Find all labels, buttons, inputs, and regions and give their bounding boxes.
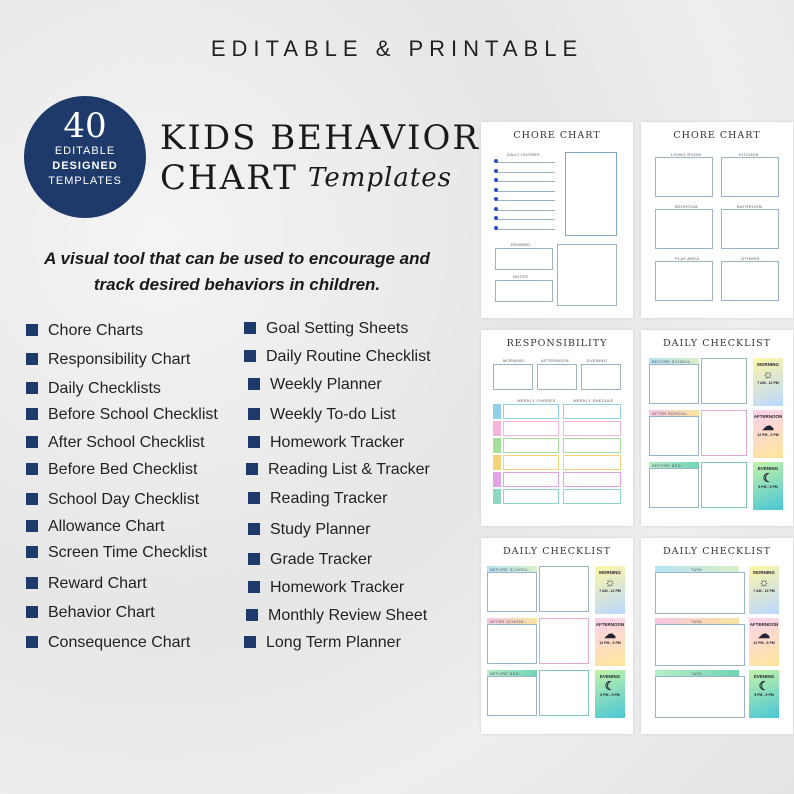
bullet-square-icon [244,322,256,334]
template-list-label: Weekly Planner [270,376,382,393]
card-daily-checklist-2 [481,538,633,734]
evening-box [581,364,621,390]
weekly-chore-row [503,404,559,419]
task-label-1: TASK [691,567,703,572]
evening-label: EVENING [757,466,779,471]
day-tab [493,489,501,504]
others-label: OTHERS [741,256,760,261]
bedroom-box [655,209,713,249]
template-list-item [26,634,190,652]
living-room-label: LIVING ROOM [671,152,701,157]
bullet-square-icon [248,581,260,593]
badge-number: 40 [63,106,107,146]
bullet-square-icon [244,350,256,362]
moon-icon: ☾ [762,471,774,485]
template-list-label: Study Planner [270,521,371,538]
chore-line [495,200,555,201]
template-list-label: Before Bed Checklist [48,461,198,478]
badge-line-2: DESIGNED [52,160,118,172]
weekly-chore-row [503,455,559,470]
template-list-item [26,544,207,562]
badge-line-1: EDITABLE [54,145,116,157]
weekly-chore-row [503,489,559,504]
template-list-item [244,320,408,338]
task-box-2 [655,624,745,666]
bullet-dot-icon [494,159,498,163]
weekly-schedule-row [563,404,621,419]
notes-box [495,280,553,302]
template-list-item [26,434,205,452]
bullet-dot-icon [494,188,498,192]
task-label-3: TASK [691,671,703,676]
template-list-item [248,521,371,539]
weekly-schedule-row [563,472,621,487]
before-school-label: BEFORE SCHOOL: [652,359,692,364]
template-list-item [26,351,190,369]
card-title: RESPONSIBILITY [506,338,608,349]
card-daily-checklist-3 [641,538,793,734]
evening-label: EVENING [599,674,621,679]
living-room-box [655,157,713,197]
bullet-square-icon [248,378,260,390]
afternoon-panel [749,618,779,666]
template-list-item [248,376,382,394]
title-script: Templates [308,163,453,193]
day-tab [493,421,501,436]
template-list-item [26,518,165,536]
page-header: EDITABLE & PRINTABLE [210,36,584,61]
template-list-item [26,380,161,398]
card-responsibility [481,330,633,526]
kitchen-box [721,157,779,197]
morning-label: MORNING [503,358,525,363]
week-grid-3 [701,462,747,508]
card-title: DAILY CHECKLIST [663,338,771,349]
sun-icon: ☼ [762,367,774,381]
bullet-square-icon [26,577,38,589]
template-list-item [244,348,431,366]
template-list-label: Homework Tracker [270,434,405,451]
template-list-label: Homework Tracker [270,579,405,596]
morning-panel [749,566,779,614]
template-list-item [26,491,199,509]
bullet-square-icon [26,546,38,558]
afternoon-label: AFTERNOON [595,622,625,627]
before-bed-label: BEFORE BED: [490,671,521,676]
template-list-label: Daily Checklists [48,380,161,397]
bullet-dot-icon [494,207,498,211]
template-list-item [246,607,427,625]
kitchen-label: KITCHEN [739,152,759,157]
bullet-square-icon [246,463,258,475]
template-list-label: Long Term Planner [266,634,401,651]
template-list-label: School Day Checklist [48,491,200,508]
morning-panel [595,566,625,614]
bedroom-label: BEDROOM [675,204,698,209]
template-list-label: Reading List & Tracker [268,461,430,478]
template-list-label: Chore Charts [48,322,144,339]
evening-panel [595,670,625,718]
tagline: A visual tool that can be used to encourage and track desired behaviors in children. [44,249,430,294]
weekly-schedule-row [563,489,621,504]
template-list-label: Consequence Chart [48,634,191,651]
bullet-dot-icon [494,226,498,230]
template-list-item [26,604,155,622]
reward-box [495,248,553,270]
card-chore-chart-2 [641,122,793,318]
template-list-label: Before School Checklist [48,406,218,423]
chore-week-grid [565,152,617,236]
morning-label: MORNING [599,570,621,575]
card-title: CHORE CHART [513,130,601,141]
evening-time: 5 PM - 9 PM [754,693,774,697]
afternoon-label: AFTERNOON [749,622,779,627]
template-list-item [244,634,401,652]
afternoon-panel [753,410,783,458]
sun-icon: ☼ [758,575,770,589]
card-chore-chart-1 [481,122,633,318]
weekly-chores-label: WEEKLY CHORES [517,398,556,403]
afternoon-time: 12 PM - 5 PM [757,433,779,437]
bullet-square-icon [248,553,260,565]
template-list-label: Monthly Review Sheet [268,607,428,624]
morning-time: 7 AM - 12 PM [757,381,779,385]
template-list-label: Reading Tracker [270,490,388,507]
week-grid-2 [701,410,747,456]
title-line-1: KIDS BEHAVIOR [160,118,480,158]
cloud-sun-icon: ☁ [758,627,770,641]
morning-box [493,364,533,390]
bullet-dot-icon [494,197,498,201]
template-list-label: After School Checklist [48,434,205,451]
after-school-box [649,416,699,456]
bullet-square-icon [26,382,38,394]
chore-line [495,229,555,230]
template-list-item [248,579,404,597]
bullet-square-icon [246,609,258,621]
morning-time: 7 AM - 12 PM [753,589,775,593]
template-list-label: Goal Setting Sheets [266,320,409,337]
afternoon-label: AFTERNOON [541,358,569,363]
bullet-square-icon [26,324,38,336]
product-title [160,118,480,198]
before-bed-box [487,676,537,716]
bullet-dot-icon [494,169,498,173]
moon-icon: ☾ [758,679,770,693]
afternoon-label: AFTERNOON [753,414,783,419]
before-school-label: BEFORE SCHOOL: [490,567,530,572]
weekly-chore-row [503,472,559,487]
template-list-item [26,322,143,340]
bullet-square-icon [26,463,38,475]
evening-time: 5 PM - 9 PM [600,693,620,697]
weekly-schedule-row [563,421,621,436]
task-box-3 [655,676,745,718]
bullet-square-icon [26,353,38,365]
sun-icon: ☼ [604,575,616,589]
bullet-square-icon [26,606,38,618]
before-school-box [649,364,699,404]
task-label-2: TASK [691,619,703,624]
moon-icon: ☾ [604,679,616,693]
template-list-item [248,406,396,424]
day-tab [493,472,501,487]
before-bed-box [649,468,699,508]
notes-label: NOTES [513,274,529,279]
template-list-label: Daily Routine Checklist [266,348,431,365]
afternoon-box [537,364,577,390]
bullet-square-icon [248,436,260,448]
template-list-item [26,406,218,424]
badge-line-3: TEMPLATES [48,175,122,187]
card-title: DAILY CHECKLIST [663,546,771,557]
template-list-item [248,434,404,452]
bullet-square-icon [26,520,38,532]
week-grid-3 [539,670,589,716]
cloud-sun-icon: ☁ [762,419,774,433]
bullet-square-icon [248,492,260,504]
task-box-1 [655,572,745,614]
weekly-schedule-row [563,455,621,470]
reward-table [557,244,617,306]
card-title: DAILY CHECKLIST [503,546,611,557]
bullet-square-icon [26,436,38,448]
weekly-schedule-row [563,438,621,453]
template-list-item [248,551,372,569]
chore-line [495,210,555,211]
afternoon-time: 12 PM - 5 PM [753,641,775,645]
morning-panel [753,358,783,406]
template-list-label: Responsibility Chart [48,351,191,368]
template-list-label: Weekly To-do List [270,406,396,423]
title-line-2: CHART [160,158,298,198]
chore-line [495,219,555,220]
bullet-square-icon [248,523,260,535]
morning-time: 7 AM - 12 PM [599,589,621,593]
reward-label: REWARD [511,242,531,247]
bullet-square-icon [26,636,38,648]
template-list-label: Behavior Chart [48,604,155,621]
bullet-square-icon [26,493,38,505]
day-tab [493,455,501,470]
template-list-item [246,461,430,479]
bullet-square-icon [248,408,260,420]
week-grid-1 [539,566,589,612]
play-area-box [655,261,713,301]
evening-time: 5 PM - 9 PM [758,485,778,489]
evening-panel [753,462,783,510]
day-tab [493,438,501,453]
template-list-item [26,575,147,593]
template-list-label: Allowance Chart [48,518,165,535]
bathroom-label: BATHROOM [737,204,763,209]
evening-label: EVENING [753,674,775,679]
week-grid-2 [539,618,589,664]
chore-line [495,162,555,163]
template-list-label: Screen Time Checklist [48,544,208,561]
bullet-square-icon [244,636,256,648]
morning-label: MORNING [757,362,779,367]
template-list-item [248,490,387,508]
weekly-chore-row [503,421,559,436]
chore-line [495,181,555,182]
weekly-chore-row [503,438,559,453]
weekly-schedule-label: WEEKLY SHEDULE [573,398,614,403]
template-list-label: Reward Chart [48,575,147,592]
week-grid-1 [701,358,747,404]
chore-line [495,191,555,192]
before-school-box [487,572,537,612]
card-daily-checklist-1 [641,330,793,526]
template-list-item [26,461,197,479]
afternoon-time: 12 PM - 5 PM [599,641,621,645]
others-box [721,261,779,301]
evening-panel [749,670,779,718]
bullet-square-icon [26,408,38,420]
count-badge [24,96,146,218]
after-school-label: AFTER SCHOOL: [490,619,527,624]
bathroom-box [721,209,779,249]
play-area-label: PLAY AREA [675,256,700,261]
after-school-label: AFTER SCHOOL: [652,411,689,416]
after-school-box [487,624,537,664]
bullet-dot-icon [494,178,498,182]
card-title: CHORE CHART [673,130,761,141]
evening-label: EVENING [587,358,608,363]
morning-label: MORNING [753,570,775,575]
afternoon-panel [595,618,625,666]
cloud-sun-icon: ☁ [604,627,616,641]
before-bed-label: BEFORE BED: [652,463,683,468]
chore-line [495,172,555,173]
daily-chores-label: DAILY CHORES [507,152,541,157]
template-list-label: Grade Tracker [270,551,373,568]
bullet-dot-icon [494,216,498,220]
day-tab [493,404,501,419]
